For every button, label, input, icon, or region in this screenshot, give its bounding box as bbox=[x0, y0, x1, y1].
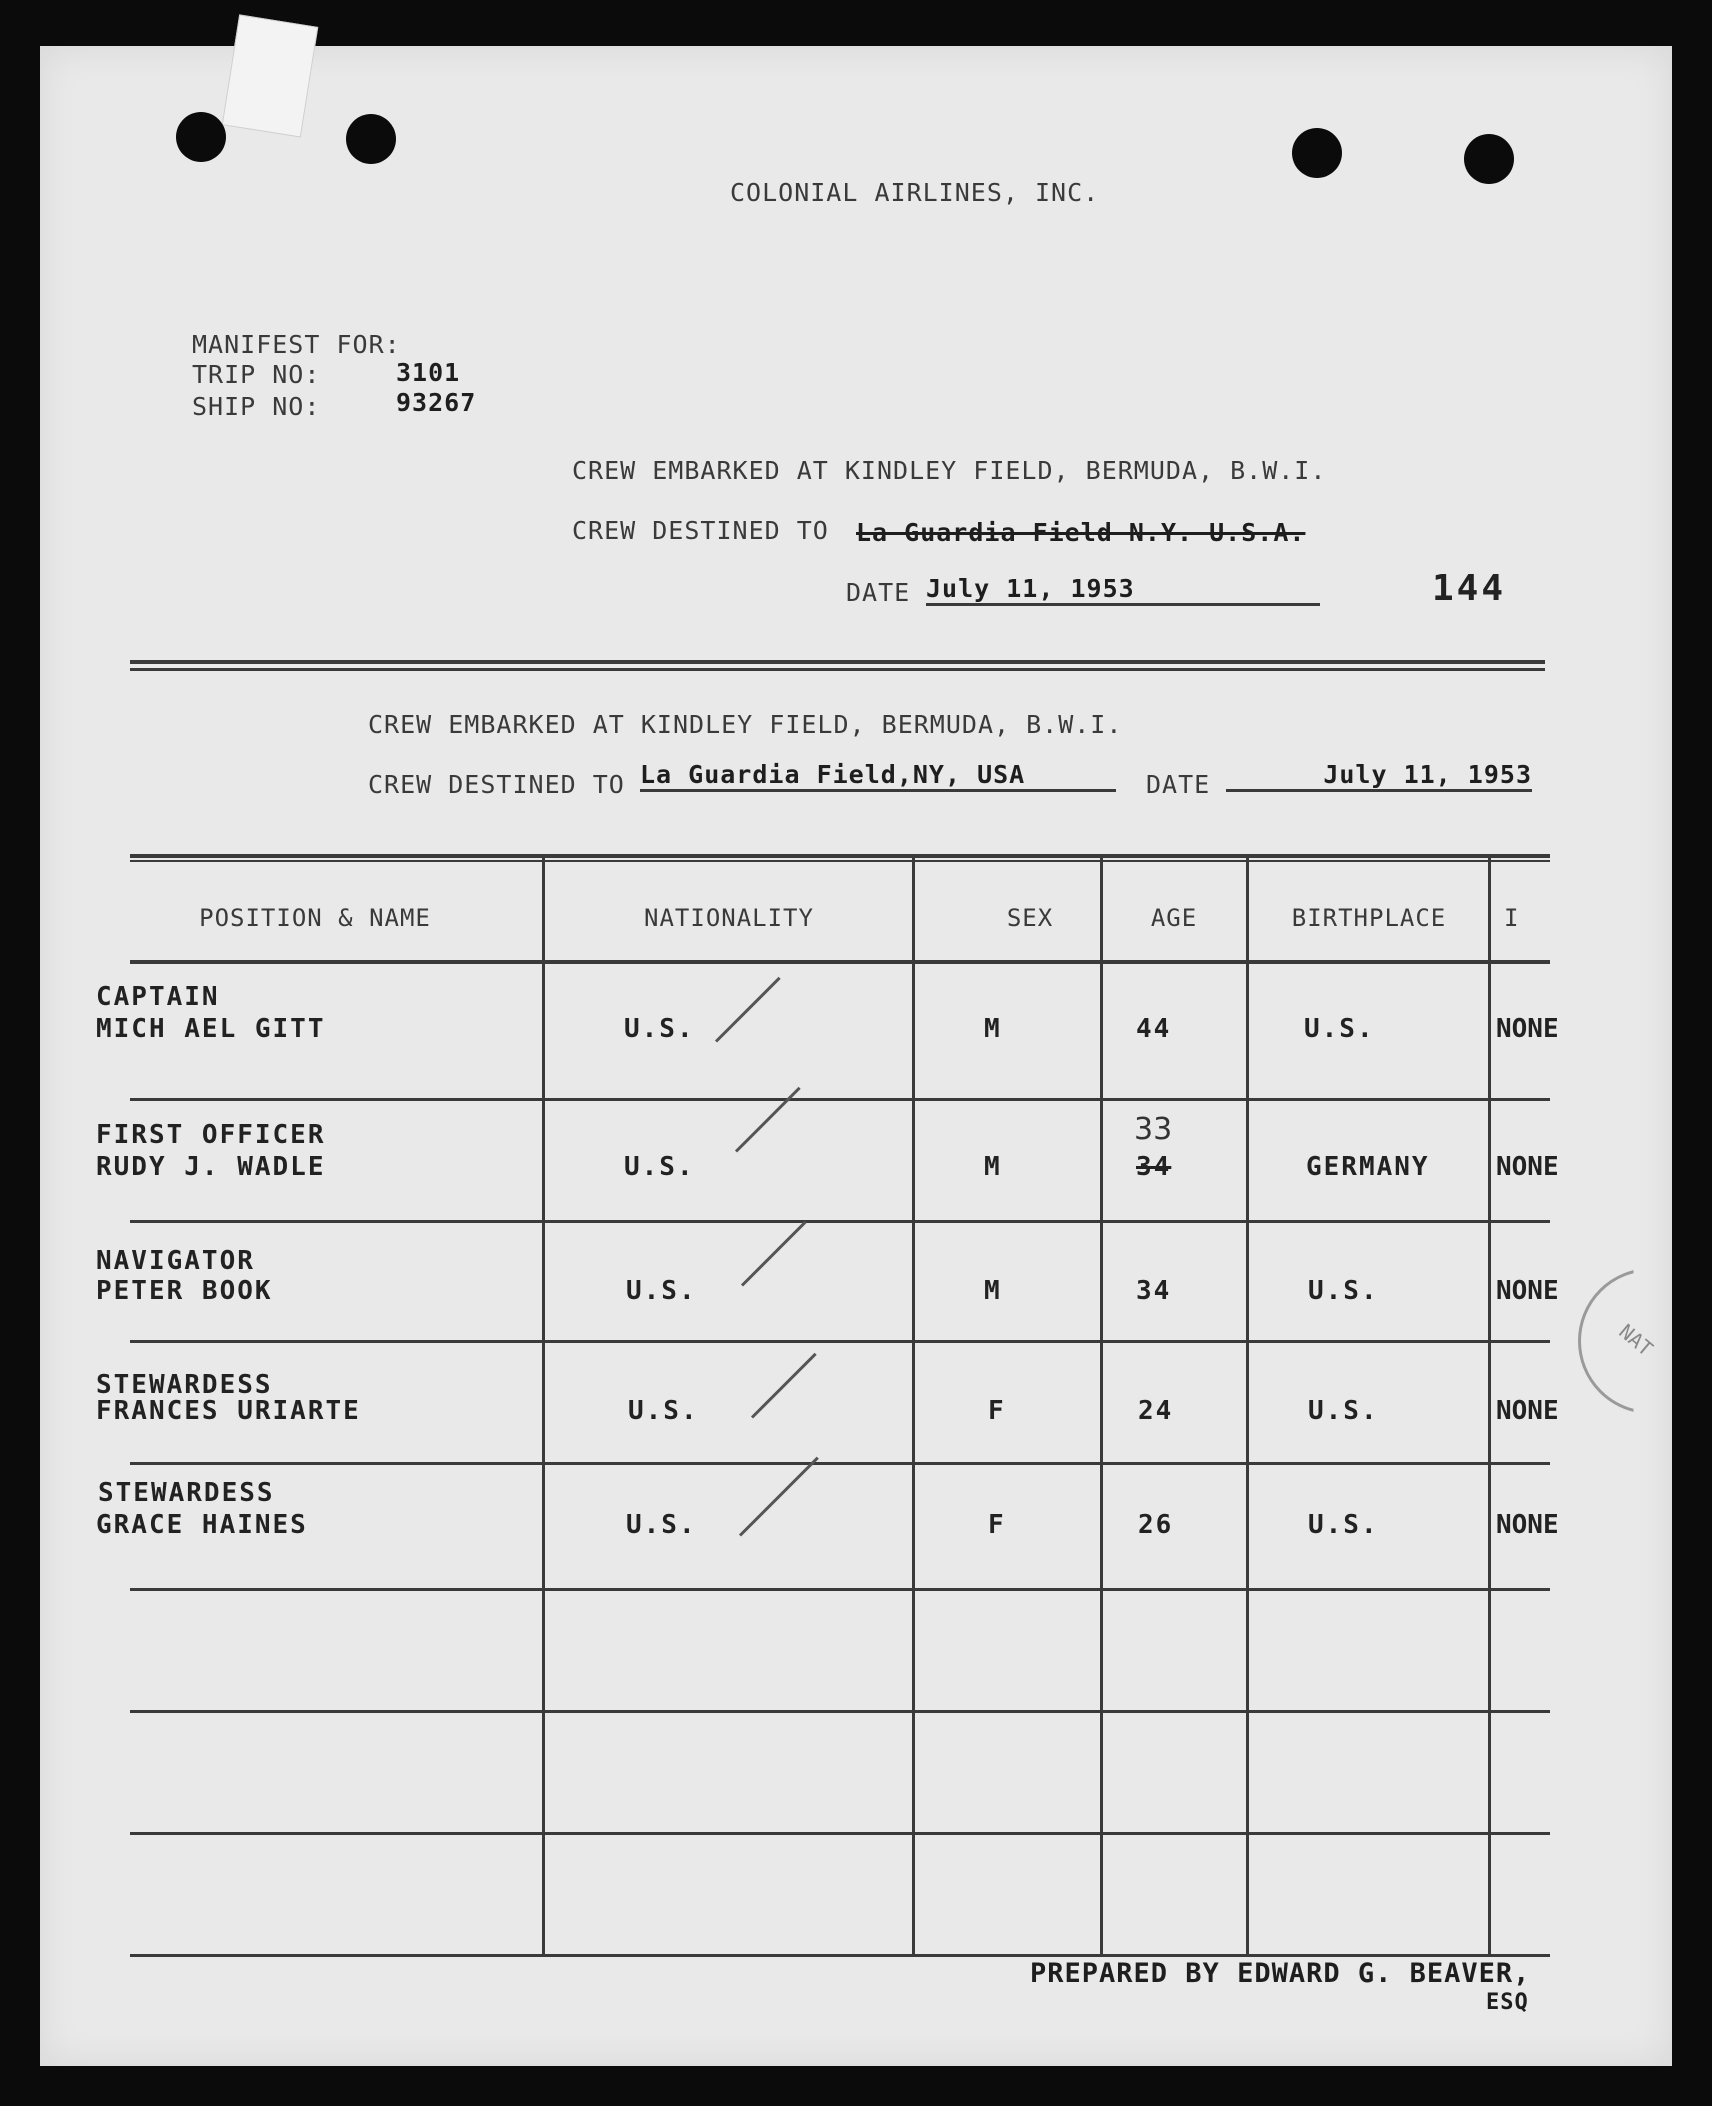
row-rule bbox=[130, 1098, 1550, 1101]
upper-destined-label: CREW DESTINED TO bbox=[572, 516, 829, 545]
row-age: 34 bbox=[1136, 1152, 1172, 1182]
company-name: COLONIAL AIRLINES, INC. bbox=[730, 178, 1100, 207]
row-position: FIRST OFFICER bbox=[96, 1120, 326, 1150]
row-rule bbox=[130, 1340, 1550, 1343]
row-age: 34 bbox=[1136, 1276, 1172, 1306]
table-top-rule bbox=[130, 854, 1550, 858]
header-sex: SEX bbox=[1006, 904, 1054, 932]
prepared-suffix: ESQ bbox=[1486, 1990, 1529, 2015]
row-name: PETER BOOK bbox=[96, 1276, 273, 1306]
lower-destined-label: CREW DESTINED TO bbox=[368, 770, 625, 799]
punch-hole bbox=[1292, 128, 1342, 178]
column-rule bbox=[542, 856, 545, 1956]
stamp-text: NAT bbox=[1614, 1319, 1658, 1361]
row-extra: NONE bbox=[1496, 1014, 1559, 1044]
row-position: STEWARDESS bbox=[96, 1370, 273, 1400]
upper-embarked: CREW EMBARKED AT KINDLEY FIELD, BERMUDA, B.W.I. bbox=[572, 456, 1327, 485]
row-nationality: U.S. bbox=[628, 1396, 699, 1426]
row-extra: NONE bbox=[1496, 1396, 1559, 1426]
row-sex: M bbox=[984, 1276, 1002, 1306]
row-birthplace: U.S. bbox=[1304, 1014, 1375, 1044]
lower-destined-value: La Guardia Field,NY, USA bbox=[640, 760, 1116, 792]
punch-hole bbox=[1464, 134, 1514, 184]
column-rule bbox=[912, 856, 915, 1956]
row-birthplace: U.S. bbox=[1308, 1276, 1379, 1306]
row-position: NAVIGATOR bbox=[96, 1246, 255, 1276]
row-age: 26 bbox=[1138, 1510, 1174, 1540]
row-nationality: U.S. bbox=[626, 1276, 697, 1306]
row-age: 24 bbox=[1138, 1396, 1174, 1426]
lower-embarked: CREW EMBARKED AT KINDLEY FIELD, BERMUDA, B.W.I. bbox=[368, 710, 1123, 739]
header-position-name: POSITION & NAME bbox=[199, 904, 431, 932]
header-nationality: NATIONALITY bbox=[644, 904, 814, 932]
column-rule bbox=[1100, 856, 1103, 1956]
column-rule bbox=[1488, 856, 1491, 1956]
column-rule bbox=[1246, 856, 1249, 1956]
row-sex: M bbox=[984, 1152, 1002, 1182]
header-age: AGE bbox=[1150, 904, 1198, 932]
lower-date-label: DATE bbox=[1146, 770, 1211, 799]
row-rule bbox=[130, 1710, 1550, 1713]
row-age: 44 bbox=[1136, 1014, 1172, 1044]
ship-number: 93267 bbox=[396, 388, 477, 417]
age-correction: 33 bbox=[1134, 1112, 1173, 1147]
row-extra: NONE bbox=[1496, 1276, 1559, 1306]
row-nationality: U.S. bbox=[624, 1152, 695, 1182]
row-extra: NONE bbox=[1496, 1510, 1559, 1540]
row-position: STEWARDESS bbox=[98, 1478, 275, 1508]
row-birthplace: GERMANY bbox=[1306, 1152, 1430, 1182]
table-header-rule bbox=[130, 960, 1550, 964]
punch-hole bbox=[346, 114, 396, 164]
table-top-rule bbox=[130, 860, 1550, 862]
row-name: GRACE HAINES bbox=[96, 1510, 308, 1540]
row-position: CAPTAIN bbox=[96, 982, 220, 1012]
upper-destined-value: La Guardia Field N.Y. U.S.A. bbox=[856, 518, 1306, 547]
row-nationality: U.S. bbox=[624, 1014, 695, 1044]
table-bottom-rule bbox=[130, 1954, 1550, 1957]
upper-date-value: July 11, 1953 bbox=[926, 574, 1320, 606]
prepared-by: PREPARED BY EDWARD G. BEAVER, bbox=[1030, 1958, 1531, 1989]
row-rule bbox=[130, 1588, 1550, 1591]
row-rule bbox=[130, 1462, 1550, 1465]
row-sex: F bbox=[988, 1510, 1006, 1540]
row-birthplace: U.S. bbox=[1308, 1396, 1379, 1426]
row-birthplace: U.S. bbox=[1308, 1510, 1379, 1540]
page-number: 144 bbox=[1432, 568, 1507, 609]
trip-label: TRIP NO: bbox=[192, 360, 321, 389]
trip-number: 3101 bbox=[396, 358, 461, 387]
row-extra: NONE bbox=[1496, 1152, 1559, 1182]
row-name: RUDY J. WADLE bbox=[96, 1152, 326, 1182]
punch-hole bbox=[176, 112, 226, 162]
ship-label: SHIP NO: bbox=[192, 392, 321, 421]
row-rule bbox=[130, 1220, 1550, 1223]
row-rule bbox=[130, 1832, 1550, 1835]
row-nationality: U.S. bbox=[626, 1510, 697, 1540]
upper-date-label: DATE bbox=[846, 578, 911, 607]
manifest-heading: MANIFEST FOR: bbox=[192, 330, 401, 359]
lower-date-value: July 11, 1953 bbox=[1226, 760, 1532, 792]
header-extra: I bbox=[1504, 904, 1520, 932]
row-sex: M bbox=[984, 1014, 1002, 1044]
row-sex: F bbox=[988, 1396, 1006, 1426]
header-birthplace: BIRTHPLACE bbox=[1291, 904, 1447, 932]
row-name: FRANCES URIARTE bbox=[96, 1396, 361, 1426]
divider bbox=[130, 668, 1545, 671]
divider bbox=[130, 660, 1545, 664]
row-name: MICH AEL GITT bbox=[96, 1014, 326, 1044]
